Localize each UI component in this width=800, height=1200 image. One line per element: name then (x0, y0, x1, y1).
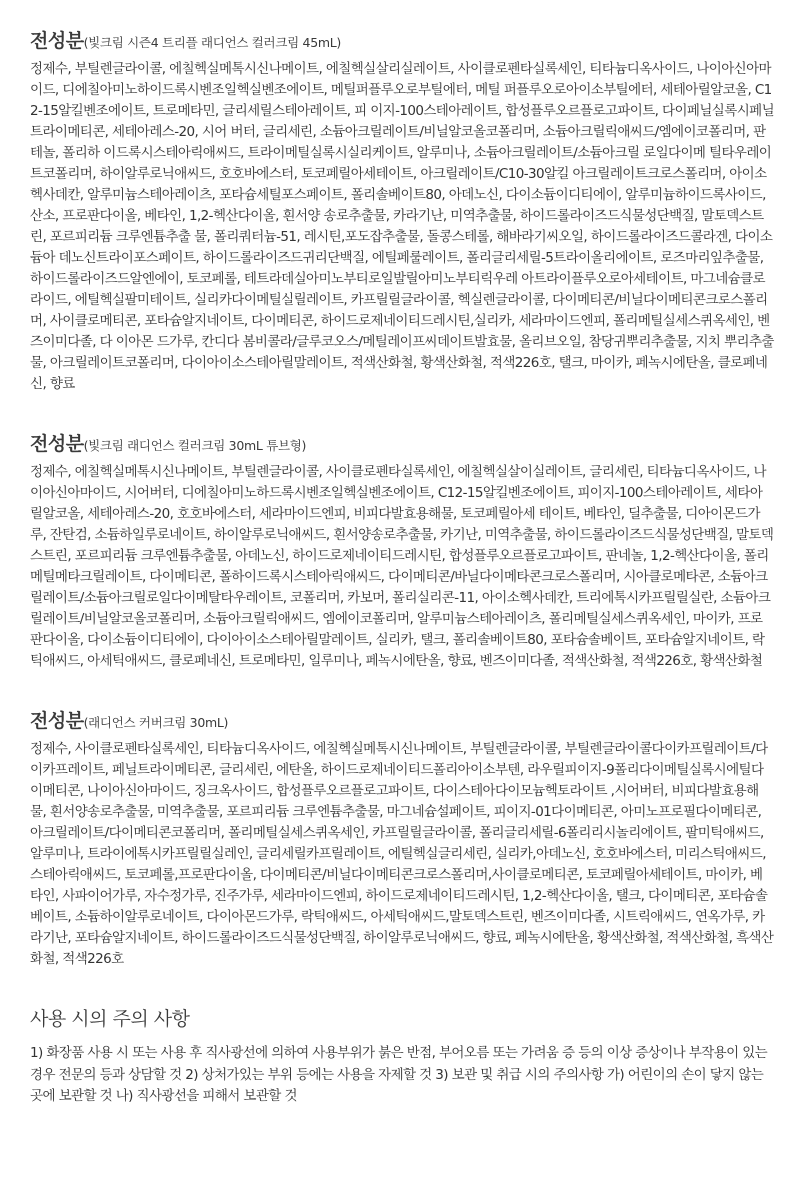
section-header (30, 26, 774, 53)
ingredient-list: 정제수, 에칠헥실메톡시신나메이트, 부틸렌글라이콜, 사이클로펜타실록세인, 에칠헥실살이실레이트, 글리세린, 티타늄디옥사이드, 나이아신아마이드, 시어버터, 디에칠아미노하드록시벤조일헥실벤조에이트, C12-15알킬벤조에이트, 피이지-100스테아레이트, 세타아릴알코올, 세테아레스-20, 호호바에스터, 세라마이드엔피, 비피다발효용해물, 토코페릴아세 테이트, 베타인, 딜추출물, 디아이몬드가루, 잔탄검, 소듐하일루로네이트, 하이알루로닉애씨드, 흰서양송로추출물, 카기난, 미역추출물, 하이드롤라이즈드식물성단백질, 말토덱스트린, 포르피리듐 크루엔튬추출물, 아데노신, 하이드로제네이티드레시틴, 합성플루오르플로고파이트, 판네놀, 1,2-헥산다이올, 폴리메틸메타크릴레이트, 다이메티콘, 폴하이드록시스테아릭애씨드, 다이메티콘/바닐다이메타콘크로스폴리머, 시아클로메타콘, 소듐아크릴레이트/소듐아크릴로일다이메탈타우레이트, 코폴리머, 카보머, 폴리실리콘-11, 아이소헥사데칸, 트리에톡시카프릴릴실란, 소듐아크릴레이트/비닐알코올코폴리머, 소듐아크릴릭애씨드, 엠에이코폴리머, 알루미늄스테아레이츠, 폴리메틸실세스퀴옥세인, 마이카, 프로판다이올, 다이소듐이디티에이, 다이아이소스테아릴말레이트, 실리카, 탤크, 폴리솔베이트80, 포타슘솔베이트, 포타슘알지네이트, 락틱애씨드, 아세틱애씨드, 클로페네신, 트로메타민, 일루미나, 페녹시에탄올, 향료, 벤즈이미다졸, 적색산화철, 적색226호, 황색산화철 (30, 464, 774, 669)
caution-text: 1) 화장품 사용 시 또는 사용 후 직사광선에 의하여 사용부위가 붉은 반점, 부어오름 또는 가려움 증 등의 이상 증상이나 부작용이 있는 경우 전문의 등과 상담할 것 2) 상처가있는 부위 등에는 사용을 자제할 것 3) 보관 및 취급 시의 주의사항 가) 어린이의 손이 닿지 않는 곳에 보관할 것 나) 직사광선을 피해서 보관할 것 (30, 1045, 768, 1104)
section-title: 전성분 (30, 710, 84, 732)
ingredients-section-tube (30, 429, 774, 672)
caution-title: 사용 시의 주의 사항 (30, 1008, 190, 1030)
section-title: 전성분 (30, 433, 84, 455)
caution-section (30, 1004, 774, 1108)
ingredients-section-season4 (30, 26, 774, 395)
product-name: (빛크림 래디언스 컬러크림 30mL 튜브형) (83, 438, 307, 453)
ingredient-list: 정제수, 사이클로펜타실록세인, 티타늄디옥사이드, 에칠헥실메톡시신나메이트, 부틸렌글라이콜, 부틸렌글라이콜다이카프릴레이트/다이카프레이트, 페닐트라이메티콘, 글리세린, 에탄올, 하이드로제네이티드폴리아이소부텐, 라우릴피이지-9폴리다이메틸실록시에틸다이메티콘, 나이아신아마이드, 징크옥사이드, 합성플루오르플로고파이트, 다이스테아다이모늄헥토라이트 ,시어버터, 비피다발효용해물, 흰서양송로추출물, 미역추출물, 포르피리듐 크루엔튬추출물, 마그네슘설페이트, 피이지-01다이메티콘, 아미노프로필다이메티콘, 아크릴레이트/다이메티콘코폴리머, 폴리메틸실세스퀴옥세인, 카프릴릴글라이콜, 폴리글리세릴-6폴리리시놀리에이트, 팔미틱애씨드, 알루미나, 트라이에톡시카프릴릴실레인, 글리세릴카프릴레이트, 에틸헥실글리세린, 실리카,아데노신, 호호바에스터, 미리스틱애씨드, 스테아릭애씨드, 토코페롤,프로판다이올, 다이메티콘/비닐다이메티콘크로스폴리머,사이클로메티콘, 토코페릴아세테이트, 마이카, 베타인, 사파이어가루, 자수정가루, 진주가루, 세라마이드엔피, 하이드로제네이티드레시틴, 1,2-헥산다이올, 탤크, 다이메티콘, 포타슘솔베이트, 소듐하이알루로네이트, 다이아몬드가루, 락틱애씨드, 아세틱애씨드,말토덱스트린, 벤즈이미다졸, 시트릭애씨드, 연옥가루, 카라기난, 포타슘알지네이트, 하이드롤라이즈드식물성단백질, 하이알루로닉애씨드, 향료, 페녹시에탄올, 황색산화철, 적색산화철, 흑색산화철, 적색226호 (30, 741, 774, 967)
product-name: (래디언스 커버크림 30mL) (83, 715, 229, 730)
section-header (30, 429, 774, 456)
ingredients-section-cover-cream (30, 706, 774, 970)
section-title: 전성분 (30, 30, 84, 52)
product-name: (빛크림 시즌4 트리플 래디언스 컬러크림 45mL) (83, 35, 341, 50)
section-header (30, 706, 774, 733)
ingredient-list: 정제수, 부틸렌글라이콜, 에칠헥실메톡시신나메이트, 에칠헥실살리실레이트, 사이클로펜타실록세인, 티타늄디옥사이드, 나이아신아마이드, 디에칠아미노하이드록시벤조일헥실벤조에이트, 메틸퍼플루오로부틸에터, 메틸 퍼플루오로아이소부틸에터, 세테아릴알코올, C12-15알킬벤조에이트, 트로메타민, 글리세릴스테아레이트, 피 이지-100스테아레이트, 합성플루오르플로고파이트, 다이페닐실록시페닐트라이메티콘, 세테아레스-20, 시어 버터, 글리세린, 소듐아크릴레이트/비닐알코올코폴리머, 소듐아크릴릭애씨드/엠에이코폴리머, 판테놀, 폴리하 이드록시스테아릭애씨드, 트라이메틸실록시실리케이트, 알루미나, 소듐아크릴레이트/소듐아크릴 로일다이메 틸타우레이트코폴리머, 하이알루로닉애씨드, 호호바에스터, 토코페릴아세테이트, 아크릴레이트/C10-30알킬 아크릴레이트크로스폴리머, 아이소헥사데칸, 알루미늄스테아레이츠, 포타슘세틸포스페이트, 폴리솔베이트80, 아데노신, 다이소듐이디티에이, 알루미늄하이드록사이드, 산소, 프로판다이올, 베타인, 1,2-헥산다이올, 흰서양 송로추출물, 카라기난, 미역추출물, 하이드롤라이즈드식물성단백질, 말토덱스트린, 포르피리듐 크루엔튬추출 물, 폴리쿼터늄-51, 레시틴,포도잡추출물, 돌콩스테롤, 해바라기씨오일, 하이드롤라이즈드콜라겐, 다이소듐아 데노신트라이포스페이트, 하이드롤라이즈드귀리단백질, 에틸페룰레이트, 폴리글리세릴-5트라이올리에이트, 로즈마리잎추출물, 하이드롤라이즈드알엔에이, 토코페롤, 테트라데실아미노부티로일발릴아미노부티릭우레 아트라이플루오로아세테이트, 마그네슘클로라이드, 에틸헥실팔미테이트, 실리카다이메틸실릴레이트, 카프릴릴글라이콜, 헥실렌글라이콜, 다이메티콘/비닐다이메티콘크로스폴리머, 사이클로메티콘, 포타슘알지네이트, 다이메티콘, 하이드로제네이티드레시틴,실리카, 세라마이드엔피, 폴리메틸실세스퀴옥세인, 벤즈이미다졸, 다 이아몬 드가루, 칸디다 봄비콜라/글루코오스/메틸레이프씨데이트발효물, 올리브오일, 참당귀뿌리추출물, 지치 뿌리추출물, 아크릴레이트코폴리머, 다이아이소스테아릴말레이트, 적색산화철, 황색산화철, 적색226호, 탤크, 마이카, 페녹시에탄올, 클로페네신, 향료 (30, 61, 775, 392)
